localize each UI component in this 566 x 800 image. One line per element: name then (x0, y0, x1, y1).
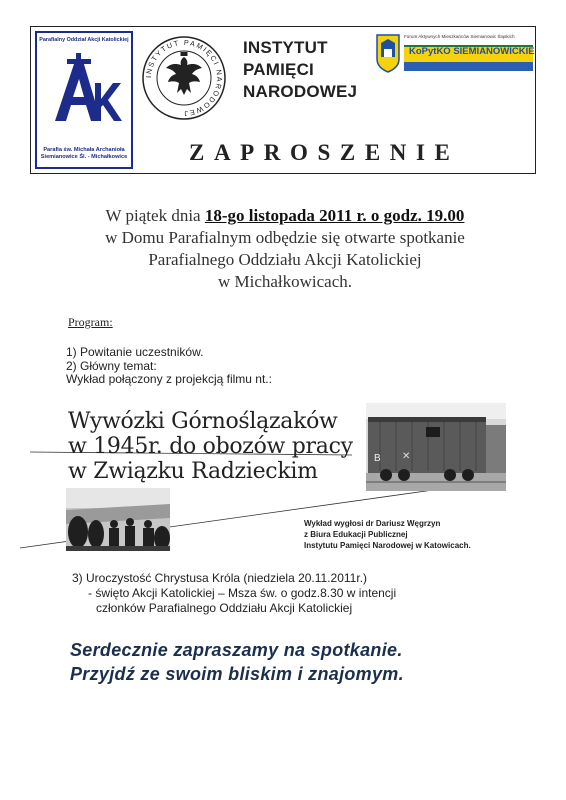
program-item-3 (72, 571, 396, 615)
program-list (66, 346, 272, 387)
kopytko-name: KoPytKO SIEMIANOWICKIE (409, 46, 535, 57)
lecturer-info: Wykład wygłosi dr Dariusz Węgrzyn z Biura Edukacji Publicznej Instytutu Pamięci Narodowej w Katowicach. (304, 519, 471, 550)
program-item-2: 2) Główny temat: (66, 358, 157, 373)
akk-logo-top-text: Parafialny Oddział Akcji Katolickiej (39, 37, 129, 43)
kopytko-blue-band (404, 62, 533, 71)
ipn-eagle-seal-icon (141, 35, 227, 121)
intro-date: 18-go listopada 2011 r. o godz. 19.00 (204, 206, 465, 225)
program-label: Program: (68, 315, 113, 329)
program-item-1: 1) Powitanie uczestników. (66, 345, 204, 359)
item3-line-3: członków Parafialnego Oddziału Akcji Katolickiej (96, 600, 353, 615)
freight-train-photo (366, 403, 506, 491)
svg-text:✕: ✕ (402, 451, 411, 462)
intro-line-3: Parafialnego Oddziału Akcji Katolickiej (148, 250, 422, 269)
intro-line-4: w Michałkowicach. (217, 272, 353, 291)
city-crest-icon (375, 33, 401, 73)
item3-line-1: 3) Uroczystość Chrystusa Króla (niedziela 20.11.2011r.) (72, 571, 368, 585)
intro-paragraph (40, 205, 530, 293)
deportees-photo (66, 488, 170, 551)
intro-line-2: w Domu Parafialnym odbędzie się otwarte spotkanie (105, 228, 465, 247)
akk-cross-mark-icon (49, 53, 123, 123)
invitation-title: ZAPROSZENIE (189, 140, 460, 165)
lecture-title: Wywózki Górnoślązaków w 1945r. do obozów pracy w Związku Radzieckim (68, 409, 353, 484)
header-box (30, 26, 536, 174)
item3-line-2: - święto Akcji Katolickiej – Msza św. o godz.8.30 w intencji (88, 585, 397, 600)
closing-message: Serdecznie zapraszamy na spotkanie. Przyjdź ze swoim bliskim i znajomym. (70, 640, 404, 684)
program-item-2-sub: Wykład połączony z projekcją filmu nt.: (66, 372, 272, 387)
kopytko-small-text: Forum Aktywnych Mieszkańców Siemianowic Śląskich (404, 34, 515, 39)
akk-logo-bottom-text: Parafia św. Michała Archanioła Siemianowice Śl. - Michałkowice (40, 146, 128, 161)
institute-name: INSTYTUT PAMIĘCI NARODOWEJ (243, 38, 358, 101)
kopytko-logo (375, 31, 533, 75)
seal-text: INSTYTUT PAMIĘCI NARODOWEJ (143, 37, 225, 119)
akk-logo (35, 31, 133, 169)
intro-prefix: W piątek dnia (105, 206, 205, 225)
svg-text:B: B (374, 453, 381, 464)
